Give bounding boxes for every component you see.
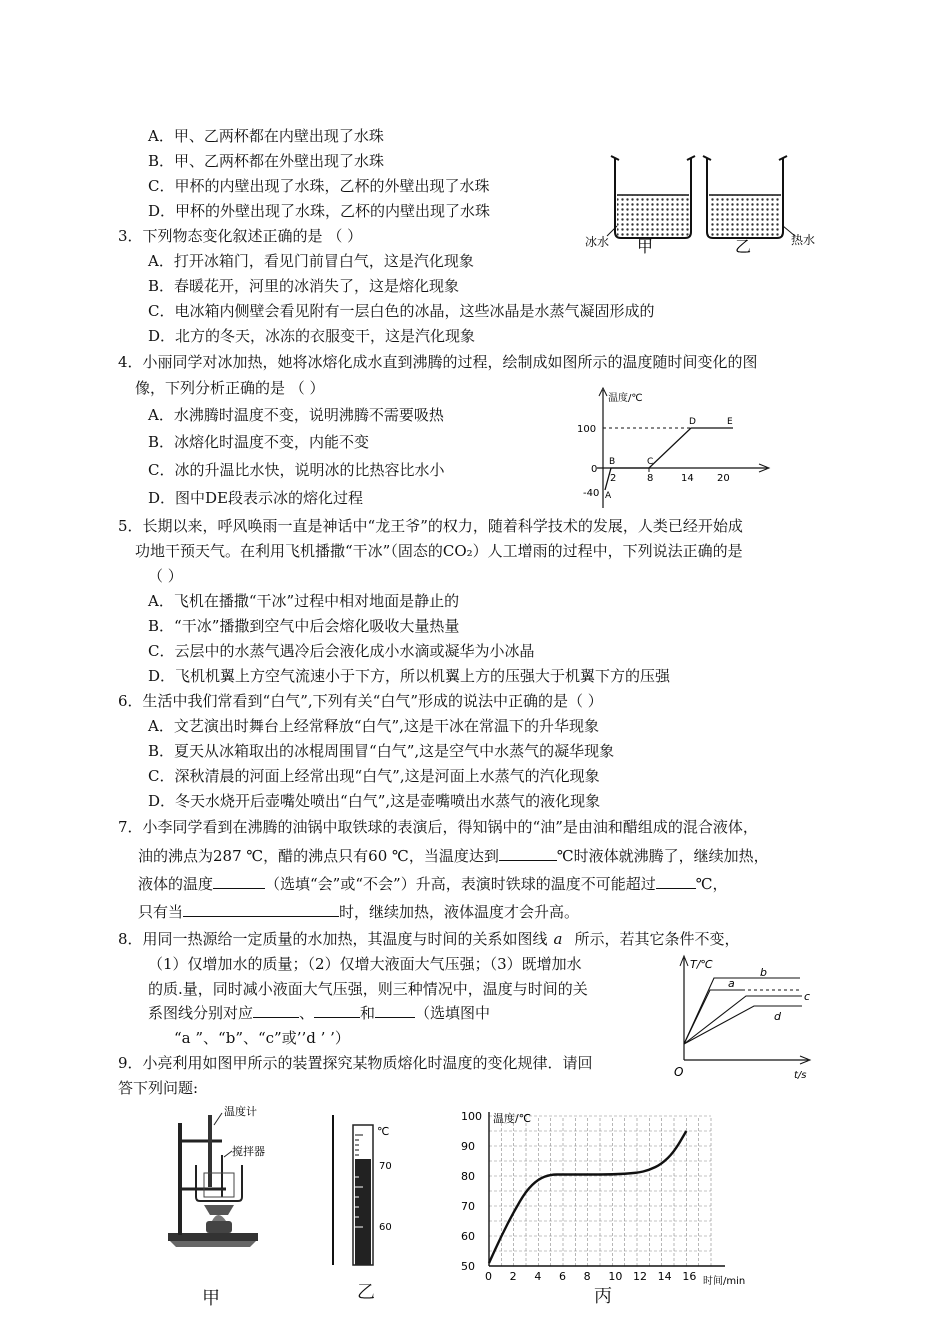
q8-label-a: a: [728, 977, 735, 990]
q2-option-a: A．甲、乙两杯都在内壁出现了水珠: [148, 127, 384, 145]
chart-xtick-label: 8: [583, 1270, 591, 1283]
q8-blank-2[interactable]: [314, 1003, 360, 1018]
q8-sep-2: 和: [360, 1004, 376, 1022]
q4-option-a: A．水沸腾时温度不变，说明沸腾不需要吸热: [148, 406, 444, 424]
q4-xtick-20: 20: [717, 473, 730, 484]
chart-ytick-label: 50: [461, 1260, 475, 1273]
q5-option-b: B．“干冰”播撒到空气中后会熔化吸收大量热量: [148, 617, 460, 635]
q7-line1: 7．小李同学看到在沸腾的油锅中取铁球的表演后，得知锅中的“油”是由油和醋组成的混合液体，: [118, 818, 758, 836]
thermometer-figure: [325, 1115, 395, 1275]
fig-bing-caption: 丙: [594, 1286, 612, 1307]
q4-xtick-2: 2: [610, 473, 617, 484]
beaker-jia: [611, 156, 695, 238]
q8-line1-rest: 所示，若其它条件不变，: [574, 930, 740, 948]
q8-line-d: [684, 1006, 802, 1044]
q5-option-d: D．飞机机翼上方空气流速小于下方，所以机翼上方的压强大于机翼下方的压强: [148, 667, 671, 685]
q8-line5: “a ”、“b”、“c”或’’d ’ ’）: [174, 1029, 350, 1047]
q8-origin: O: [674, 1065, 684, 1079]
stirrer-label: 搅拌器: [232, 1145, 265, 1158]
thermometer-label: 温度计: [224, 1105, 257, 1118]
q6-stem: 6．生活中我们常看到“白气”,下列有关“白气”形成的说法中正确的是（ ）: [118, 692, 603, 710]
q5-option-c: C．云层中的水蒸气遇冷后会液化成小水滴或凝华为小冰晶: [148, 642, 535, 660]
q8-line4: [148, 1003, 490, 1023]
q4-point-d: D: [689, 417, 696, 427]
q7-line3: [138, 874, 727, 894]
thermometer-tick-70: 70: [379, 1161, 392, 1172]
q8-label-d: d: [774, 1010, 781, 1023]
q2-option-d: D．甲杯的外壁出现了水珠，乙杯的内壁出现了水珠: [148, 202, 491, 220]
q8-line3: 的质.量，同时减小液面大气压强，则三种情况中，温度与时间的关: [148, 980, 588, 998]
chart-grid: [489, 1116, 711, 1266]
q8-xlabel: t/s: [794, 1070, 807, 1081]
q7-blank-condition[interactable]: [183, 902, 339, 917]
q4-temperature-graph: [575, 384, 775, 514]
q8-label-b: b: [760, 966, 767, 979]
q8-line4-text: 系图线分别对应: [148, 1004, 254, 1022]
thermometer-icon: [208, 1115, 212, 1187]
q7-line3-text: 液体的温度: [138, 875, 214, 893]
fig-yi-caption: 乙: [357, 1282, 375, 1303]
beakers-figure: [585, 152, 845, 257]
q7-line2: [138, 846, 769, 866]
q4-option-b: B．冰熔化时温度不变，内能不变: [148, 433, 370, 451]
q7-line4: [138, 902, 579, 922]
chart-ytick-label: 100: [461, 1110, 482, 1123]
q8-label-c: c: [804, 990, 811, 1003]
q8-line-a: a: [553, 930, 563, 948]
q7-line2-rest: ℃时液体就沸腾了，继续加热，: [556, 847, 769, 865]
q5-stem-line3: （ ）: [148, 567, 183, 585]
q8-line2: （1）仅增加水的质量；（2）仅增大液面大气压强；（3）既增加水: [148, 955, 582, 973]
thermometer-tick-60: 60: [379, 1222, 392, 1233]
q6-option-a: A．文艺演出时舞台上经常释放“白气”,这是干冰在常温下的升华现象: [148, 717, 599, 735]
chart-xtick-label: 12: [633, 1270, 647, 1283]
chart-xtick-label: 10: [608, 1270, 623, 1283]
beaker-yi-caption: 乙: [735, 237, 752, 256]
q3-option-c: C．电冰箱内侧壁会看见附有一层白色的冰晶，这些冰晶是水蒸气凝固形成的: [148, 302, 655, 320]
q5-option-a: A．飞机在播撒“干冰”过程中相对地面是静止的: [148, 592, 460, 610]
q2-option-b: B．甲、乙两杯都在外壁出现了水珠: [148, 152, 385, 170]
q8-temperature-graph: [670, 952, 830, 1082]
q4-ytick-0: 0: [591, 464, 598, 475]
beaker-icon: [196, 1165, 242, 1201]
q4-xtick-14: 14: [681, 473, 694, 484]
q8-line-c: [684, 996, 802, 1044]
q3-option-d: D．北方的冬天，冰冻的衣服变干，这是汽化现象: [148, 327, 476, 345]
q3-option-a: A．打开冰箱门，看见门前冒白气，这是汽化现象: [148, 252, 474, 270]
chart-ytick-label: 70: [461, 1200, 475, 1213]
lamp-icon: [212, 1215, 226, 1221]
q5-stem-line2: 功地干预天气。在利用飞机播撒“干冰”（固态的CO₂）人工增雨的过程中，下列说法正确的是: [135, 542, 743, 560]
q7-line4-rest: 时，继续加热，液体温度才会升高。: [339, 903, 580, 921]
q6-option-b: B．夏天从冰箱取出的冰棍周围冒“白气”,这是空气中水蒸气的凝华现象: [148, 742, 615, 760]
hot-water-label: 热水: [791, 233, 816, 247]
q4-curve: [605, 428, 733, 490]
q3-stem: 3．下列物态变化叙述正确的是 （ ）: [118, 227, 363, 245]
apparatus-figure: [160, 1105, 270, 1265]
q3-option-b: B．春暖花开，河里的冰消失了，这是熔化现象: [148, 277, 460, 295]
q4-option-d: D．图中DE段表示冰的熔化过程: [148, 489, 364, 507]
q9-line2: 答下列问题:: [118, 1079, 199, 1097]
q7-blank-boil-temp[interactable]: [499, 846, 557, 861]
ice-water-label: 冰水: [585, 235, 610, 249]
q8-ylabel: T/℃: [690, 958, 713, 971]
chart-xlabel: 时间/min: [703, 1276, 746, 1287]
q4-option-c: C．冰的升温比水快，说明冰的比热容比水小: [148, 461, 445, 479]
q7-blank-rise[interactable]: [213, 874, 265, 889]
q4-ytick-neg40: -40: [583, 488, 600, 499]
melting-curve-chart: [455, 1108, 765, 1298]
q2-option-c: C．甲杯的内壁出现了水珠，乙杯的外壁出现了水珠: [148, 177, 490, 195]
q7-line3-end: ℃，: [695, 875, 728, 893]
q4-xtick-8: 8: [647, 473, 654, 484]
q7-line4-text: 只有当: [138, 903, 184, 921]
q7-line3-mid: （选填“会”或“不会”）升高，表演时铁球的温度不可能超过: [265, 875, 656, 893]
chart-ylabel: 温度/℃: [493, 1112, 532, 1125]
q4-point-a: A: [605, 491, 612, 501]
chart-xtick-label: 4: [534, 1270, 542, 1283]
q8-blank-3[interactable]: [375, 1003, 415, 1018]
q5-stem-line1: 5．长期以来，呼风唤雨一直是神话中“龙王爷”的权力，随着科学技术的发展，人类已经开始成: [118, 517, 743, 535]
chart-ytick-label: 80: [461, 1170, 475, 1183]
beaker-yi: [703, 156, 787, 238]
q8-line4-rest: （选填图中: [415, 1004, 491, 1022]
q4-point-e: E: [727, 417, 733, 427]
q6-option-d: D．冬天水烧开后壶嘴处喷出“白气”,这是壶嘴喷出水蒸气的液化现象: [148, 792, 601, 810]
thermometer-liquid-column: [355, 1159, 371, 1265]
chart-ytick-label: 60: [461, 1230, 475, 1243]
q8-sep-1: 、: [299, 1004, 315, 1022]
q9-line1: 9．小亮利用如图甲所示的装置探究某物质熔化时温度的变化规律．请回: [118, 1054, 593, 1072]
q8-line1-text: 8．用同一热源给一定质量的水加热，其温度与时间的关系如图线: [118, 930, 548, 948]
q4-ytick-100: 100: [577, 424, 597, 435]
q4-point-b: B: [609, 457, 616, 467]
q4-stem-line2: 像，下列分析正确的是 （ ）: [135, 379, 325, 397]
chart-xtick-label: 6: [559, 1270, 566, 1283]
chart-xtick-label: 0: [485, 1270, 492, 1283]
chart-xtick-label: 16: [682, 1270, 697, 1283]
fig-jia-caption: 甲: [202, 1288, 220, 1309]
q7-blank-max-temp[interactable]: [656, 874, 696, 889]
q4-stem-line1: 4．小丽同学对冰加热，她将冰熔化成水直到沸腾的过程，绘制成如图所示的温度随时间变化的图: [118, 353, 758, 371]
thermometer-unit: ℃: [377, 1125, 390, 1138]
q8-line1: [118, 929, 740, 949]
q4-point-c: C: [647, 457, 654, 467]
q6-option-c: C．深秋清晨的河面上经常出现“白气”,这是河面上水蒸气的汽化现象: [148, 767, 600, 785]
chart-xtick-label: 2: [509, 1270, 517, 1283]
q8-blank-1[interactable]: [253, 1003, 299, 1018]
beaker-jia-caption: 甲: [637, 237, 654, 256]
chart-ytick-label: 90: [461, 1140, 475, 1153]
q7-line2-text: 油的沸点为287 ℃，醋的沸点只有60 ℃，当温度达到: [138, 847, 499, 865]
q4-ylabel: 温度/℃: [608, 393, 643, 404]
chart-xtick-label: 14: [657, 1270, 672, 1283]
